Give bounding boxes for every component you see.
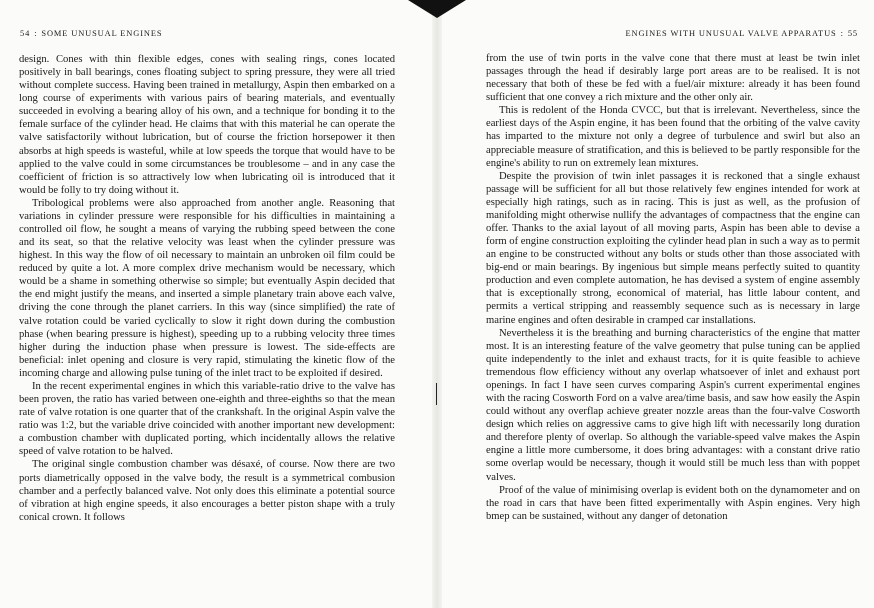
paragraph: Proof of the value of minimising overlap is evident both on the dynamometer and on the road in cars that have been fitted experimentally with Aspin engines. Very high bmep can be sustained, without any danger of detonation bbox=[486, 484, 860, 522]
right-page-number: 55 bbox=[847, 29, 858, 38]
right-running-head bbox=[625, 29, 858, 38]
left-body-text bbox=[19, 53, 395, 524]
right-body-text bbox=[486, 52, 860, 523]
paragraph: This is redolent of the Honda CVCC, but that is irrelevant. Nevertheless, since the earliest days of the Aspin engine, it has been found that the orbiting of the valve cavity has imparted to the mixture not only a degree of turbulence and swirl but also an appreciable measure of stratification, and this is believed to be partly responsible for the engine's ability to run on extremely lean mixtures. bbox=[486, 105, 860, 169]
right-page bbox=[437, 0, 874, 608]
paragraph: design. Cones with thin flexible edges, cones with sealing rings, cones located positively in ball bearings, cones floating subject to spring pressure, they were all tried without complete success. Having been trained in metallurgy, Aspin then embarked on a long course of experiments with various pairs of bearing materials, and eventually succeeded in evolving a bearing alloy of his own, and a technique for bonding it to the female surface of the cylinder head. He claims that with this material he can operate the valve satisfactorily without lubrication, but of course the friction horsepower it then absorbs at high speeds is wasteful, while at low speeds the torque that would have to be applied to the valve could in some circumstances be troublesome – and in any case the coefficient of friction is so attractively low when lubricating oil is introduced that it would be folly to try doing without it. bbox=[19, 54, 395, 196]
paragraph: In the recent experimental engines in which this variable-ratio drive to the valve has been proven, the ratio has varied between one-eighth and three-eighths so that the mean rate of valve rotation is one quarter that of the crankshaft. In the original Aspin valve the ratio was 1:2, but the variable drive coincided with another important new development: a combustion chamber with duplicated porting, which incidentally allows the relative speed of valve rotation to be halved. bbox=[19, 380, 395, 458]
paragraph: from the use of twin ports in the valve cone that there must at least be twin inlet passages through the head if desirably large port areas are to be realised. It is not necessary that both of these be fed with a fuel/air mixture: already it has been found sufficient that one convey a rich mixture and the other only air. bbox=[486, 53, 860, 104]
left-head-separator: : bbox=[34, 29, 38, 38]
right-head-separator: : bbox=[840, 29, 844, 38]
paragraph: Tribological problems were also approached from another angle. Reasoning that variations in cylinder pressure were responsible for his difficulties in maintaining a controlled oil flow, he sought a means of varying the rubbing speed between the cone and its seat, so that the relative velocity was least when the cylinder pressure was highest. In this way the flow of oil necessary to maintain an unbroken oil film could be reduced by quite a lot. A more complex drive mechanism would be necessary, which would be a shame in something otherwise so simple; but eventually Aspin decided that the end might justify the means, and inserted a simple planetary train above each valve, driving the cone through the planet carriers. In this way (since simplified) the rate of valve rotation could be varied cyclically to slow it right down during the combustion phase (when bearing pressure is highest), speeding up to a rubbing velocity three times higher during the induction phase when pressure is lowest. The side-effects are beneficial: inlet opening and closure is very rapid, stimulating the kinetic flow of the incoming charge and allowing pulse tuning of the inlet tract to be exploited if desired. bbox=[19, 197, 395, 379]
paragraph: Nevertheless it is the breathing and burning characteristics of the engine that matter most. It is an interesting feature of the valve geometry that pulse tuning can be applied quite independently to the inlet and exhaust tracts, for it is quite feasible to achieve tremendous flow efficiency without any overlap whatsoever of inlet and exhaust port openings. In fact I have seen curves comparing Aspin's current experimental engines with the racing Cosworth Ford on a valve area/time basis, and saw how easily the Aspin could without any overflap achieve greater nozzle areas than the four-valve Cosworth design which relies on aggressive cams to give high lift with necessarily long duration and therefore plenty of overlap. So although the variable-speed valve makes the Aspin engine a little more cumbersome, it does bring advantages: with a constant drive ratio some overlap would be necessary, though it would still be much less than with poppet valves. bbox=[486, 327, 860, 483]
paragraph: Despite the provision of twin inlet passages it is reckoned that a single exhaust passage will be sufficient for all but those relatively few engines intended for work at especially high ratings, such as in racing. This is just as well, as the profusion of manifolding might otherwise nullify the advantages of compactness that the engine can offer. Thanks to the axial layout of all moving parts, Aspin has been able to devise a form of engine construction exploiting the cylinder head plan in such a way as to permit an engine to be constructed without any bolts or studs other than those associated with big-end or main bearings. By ingenious but simple means perfectly suited to quantity production and even complete automation, he has devised a system of engine assembly that is exceptionally strong, economical of material, has little labour content, and permits a vertical stripping and reassembly sequence such as is necessary in large marine engines and often desirable in cramped car installations. bbox=[486, 170, 860, 326]
left-head-title: SOME UNUSUAL ENGINES bbox=[41, 29, 163, 38]
left-page-number: 54 bbox=[20, 29, 31, 38]
left-running-head bbox=[20, 29, 162, 38]
right-head-title: ENGINES WITH UNUSUAL VALVE APPARATUS bbox=[625, 29, 837, 38]
paragraph: The original single combustion chamber was désaxé, of course. Now there are two ports diametrically opposed in the valve body, the result is a symmetrical combusion chamber and a perfectly balanced valve. Not only does this eliminate a potential source of vibration at high engine speeds, it also encourages a better piston shape with a truly conical crown. It follows bbox=[19, 459, 395, 523]
